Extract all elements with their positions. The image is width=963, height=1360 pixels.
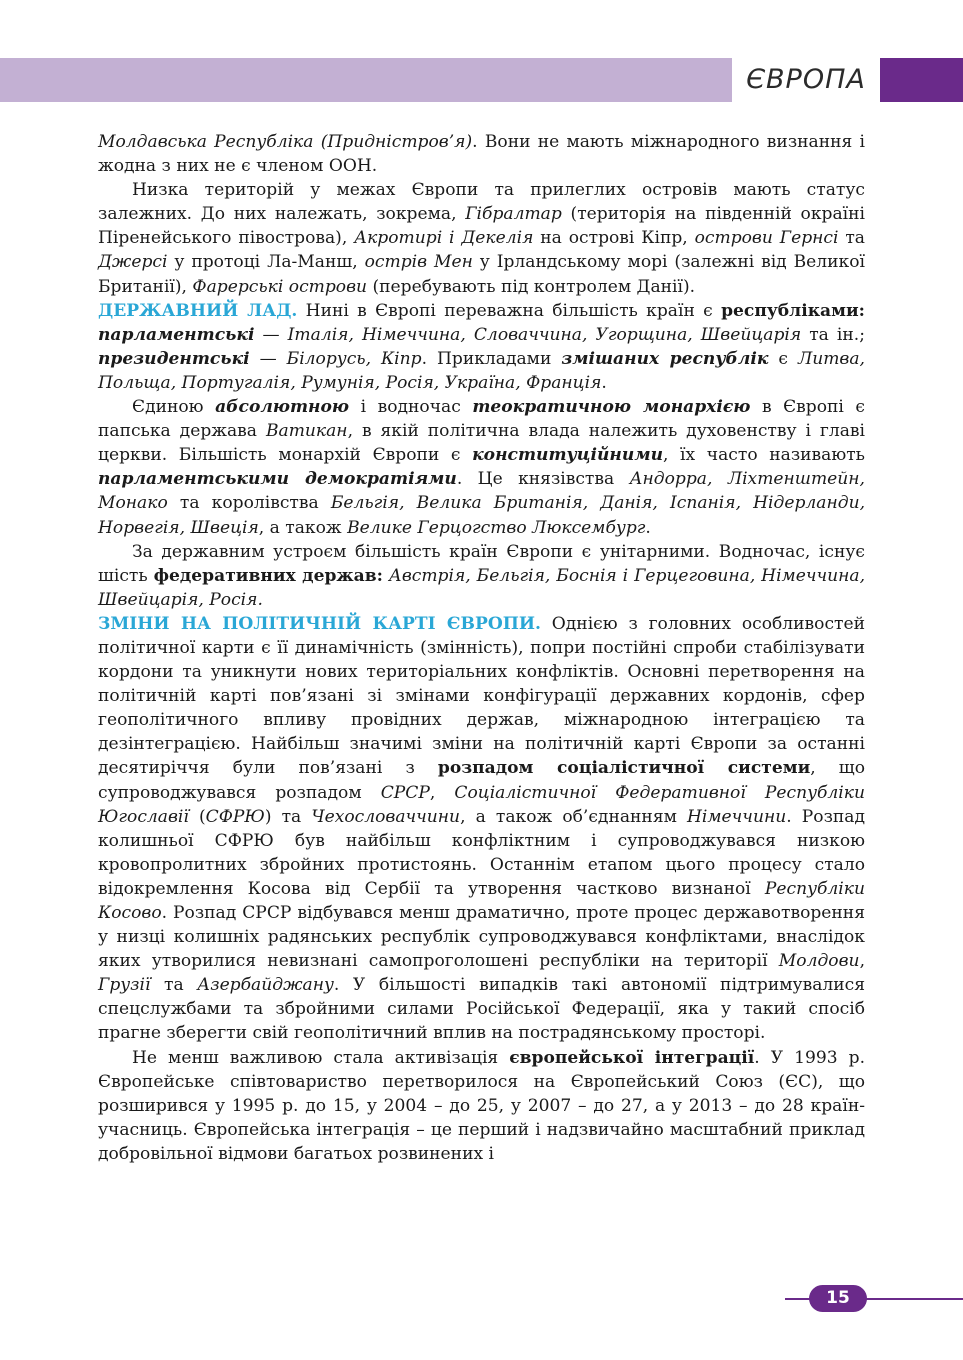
- text-span: острів Мен: [364, 252, 473, 273]
- text-span: абсолютною: [215, 397, 350, 418]
- text-span: у Ірландському морі (залежні від Великої Британії),: [98, 252, 865, 297]
- text-span: у протоці Ла-Манш,: [167, 252, 365, 273]
- text-span: . Розпад СРСР відбувався менш драматично, проте процес державотворення у низці колишніх радянських республік супроводжувався конфліктами, внаслідок яких утворилися невизнані самопроголошені республіки на території: [98, 903, 865, 972]
- text-span: . Розпад колишньої СФРЮ був найбільш конфліктним і супроводжувався низкою кровопролитних збройних протистоянь. Останнім етапом цього процесу стало відокремлення Косова від Сербії та утворення частково визнаної: [98, 806, 865, 899]
- text-span: Фарерські острови: [192, 276, 368, 297]
- text-span: парламентськими демократіями: [98, 469, 457, 490]
- text-span: республіками:: [721, 300, 865, 321]
- text-span: Нині в Європі переважна більшість країн є: [297, 300, 722, 321]
- text-span: Соціалістичної Федеративної Республіки Югославії: [98, 782, 865, 827]
- text-span: . Це князівства: [456, 469, 630, 490]
- text-span: на острові Кіпр,: [533, 228, 695, 249]
- text-span: Не менш важливою стала активізація: [132, 1047, 510, 1068]
- text-span: є: [768, 348, 798, 369]
- section-title: ЄВРОПА: [746, 64, 866, 95]
- text-span: Молдови: [778, 951, 860, 972]
- text-span: Джерсі: [98, 252, 168, 273]
- text-span: та: [838, 228, 865, 249]
- paragraph-4: [98, 395, 865, 540]
- text-span: Австрія, Бельгія, Боснія і Герцеговина, Німеччина, Швейцарія, Росія.: [98, 565, 866, 610]
- text-span: .: [601, 372, 607, 393]
- text-span: президентські: [98, 348, 250, 369]
- text-span: Андорра, Ліхтенштейн, Монако: [98, 469, 865, 514]
- text-span: За державним устроєм більшість країн Європи є унітарними. Водночас, існує шість: [98, 541, 865, 586]
- text-span: Бельгія, Велика Британія, Данія, Іспанія, Нідерланди, Норвегія, Швеція: [98, 493, 866, 538]
- text-span: Азербайджану: [197, 975, 334, 996]
- text-span: змішаних республік: [561, 348, 769, 369]
- text-span: Акротирі і Декелія: [354, 228, 534, 249]
- text-span: Молдавська Республіка (Придністров’я): [98, 132, 473, 152]
- text-span: Гібралтар: [465, 204, 562, 225]
- text-span: , а також: [258, 517, 348, 538]
- text-span: СФРЮ: [205, 806, 265, 827]
- text-span: і водночас: [349, 397, 473, 418]
- text-span: та: [150, 975, 198, 996]
- paragraph-2: [98, 178, 865, 298]
- paragraph-6: [98, 612, 865, 1046]
- paragraph-7: [98, 1046, 865, 1166]
- text-span: теократичною монархією: [472, 397, 751, 418]
- header-tab: [880, 58, 963, 102]
- text-span: Однією з головних особливостей політичної карти є її динамічність (змінність), попри постійні спроби стабілізувати кордони та уникнути нових територіальних конфліктів. Основні перетворення на політичній карті пов’язані зі змінами конфігурації державних кордонів, сфер геополітичного впливу провідних держав, міжнародною інтеграцією та дезінтеграцією. Найбільш значимі зміни на політичній карті Європи за останні десятиріччя були пов’язані з: [98, 613, 865, 779]
- text-span: ,: [429, 782, 455, 803]
- text-span: Білорусь, Кіпр: [286, 348, 422, 369]
- text-span: , їх часто називають: [663, 445, 865, 466]
- text-span: . У 1993 р. Європейське співтовариство перетворилося на Європейський Союз (ЄС), що розширився у 1995 р. до 15, у 2004 – до 25, у 2007 – до 27, а у 2013 – до 28 країн-учасниць. Європейська інтеграція – це перший і надзвичайно масштабний приклад добровільної відмови багатьох розвинених і: [98, 1047, 865, 1164]
- text-span: острови Гернсі: [694, 228, 839, 249]
- text-span: Грузії: [98, 975, 151, 996]
- text-span: —: [249, 348, 287, 369]
- text-span: розпадом соціалістичної системи: [437, 758, 811, 779]
- text-span: Єдиною: [132, 397, 216, 418]
- text-span: .: [645, 517, 651, 538]
- text-span: та королівства: [167, 493, 331, 514]
- paragraph-5: [98, 540, 865, 612]
- text-span: (: [188, 806, 206, 827]
- text-span: Велике Герцогство Люксембург: [347, 517, 646, 538]
- text-span: Чехословаччини: [311, 806, 461, 827]
- paragraph-1: [98, 130, 865, 178]
- text-span: СРСР: [380, 782, 430, 803]
- text-span: федеративних держав:: [153, 565, 383, 586]
- text-span: —: [254, 324, 288, 345]
- text-span: , в якій політична влада належить духовенству і главі церкви. Більшість монархій Європи є: [98, 421, 865, 466]
- text-span: ) та: [264, 806, 312, 827]
- page-text: [98, 130, 865, 1166]
- text-span: . Вони не мають міжнародного визнання і жодна з них не є членом ООН.: [98, 132, 865, 177]
- text-span: Ватикан: [265, 421, 348, 442]
- text-span: . У більшості випадків такі автономії підтримувалися спецслужбами та збройними силами Російської Федерації, яка у такий спосіб прагне зберегти свій геополітичний вплив на пострадянському просторі.: [98, 975, 866, 1044]
- text-span: та ін.;: [801, 324, 865, 345]
- text-span: (перебувають під контролем Данії).: [367, 276, 696, 297]
- text-span: в Європі є папська держава: [98, 397, 866, 442]
- text-span: Низка територій у межах Європи та прилеглих островів мають статус залежних. До них належать, зокрема,: [98, 180, 865, 225]
- text-span: , а також об’єднанням: [460, 806, 688, 827]
- text-span: Італія, Німеччина, Словаччина, Угорщина, Швейцарія: [287, 324, 802, 345]
- text-span: європейської інтеграції: [509, 1047, 755, 1068]
- text-span: ,: [859, 951, 865, 972]
- header-band: [0, 58, 732, 102]
- text-span: Німеччини: [687, 806, 787, 827]
- text-span: . Прикладами: [421, 348, 562, 369]
- section-heading: ДЕРЖАВНИЙ ЛАД.: [98, 300, 298, 321]
- text-span: (територія на південній окраїні Піренейського півострова),: [98, 204, 865, 249]
- text-span: парламентські: [98, 324, 255, 345]
- section-heading: ЗМІНИ НА ПОЛІТИЧНІЙ КАРТІ ЄВРОПИ.: [98, 613, 541, 634]
- text-span: , що супроводжувався розпадом: [98, 758, 865, 803]
- text-span: конституційними: [472, 445, 663, 466]
- text-span: Литва, Польща, Португалія, Румунія, Росія, Україна, Франція: [98, 348, 865, 393]
- page-number: 15: [809, 1285, 867, 1312]
- paragraph-3: [98, 299, 865, 395]
- text-span: Республіки Косово: [98, 878, 865, 923]
